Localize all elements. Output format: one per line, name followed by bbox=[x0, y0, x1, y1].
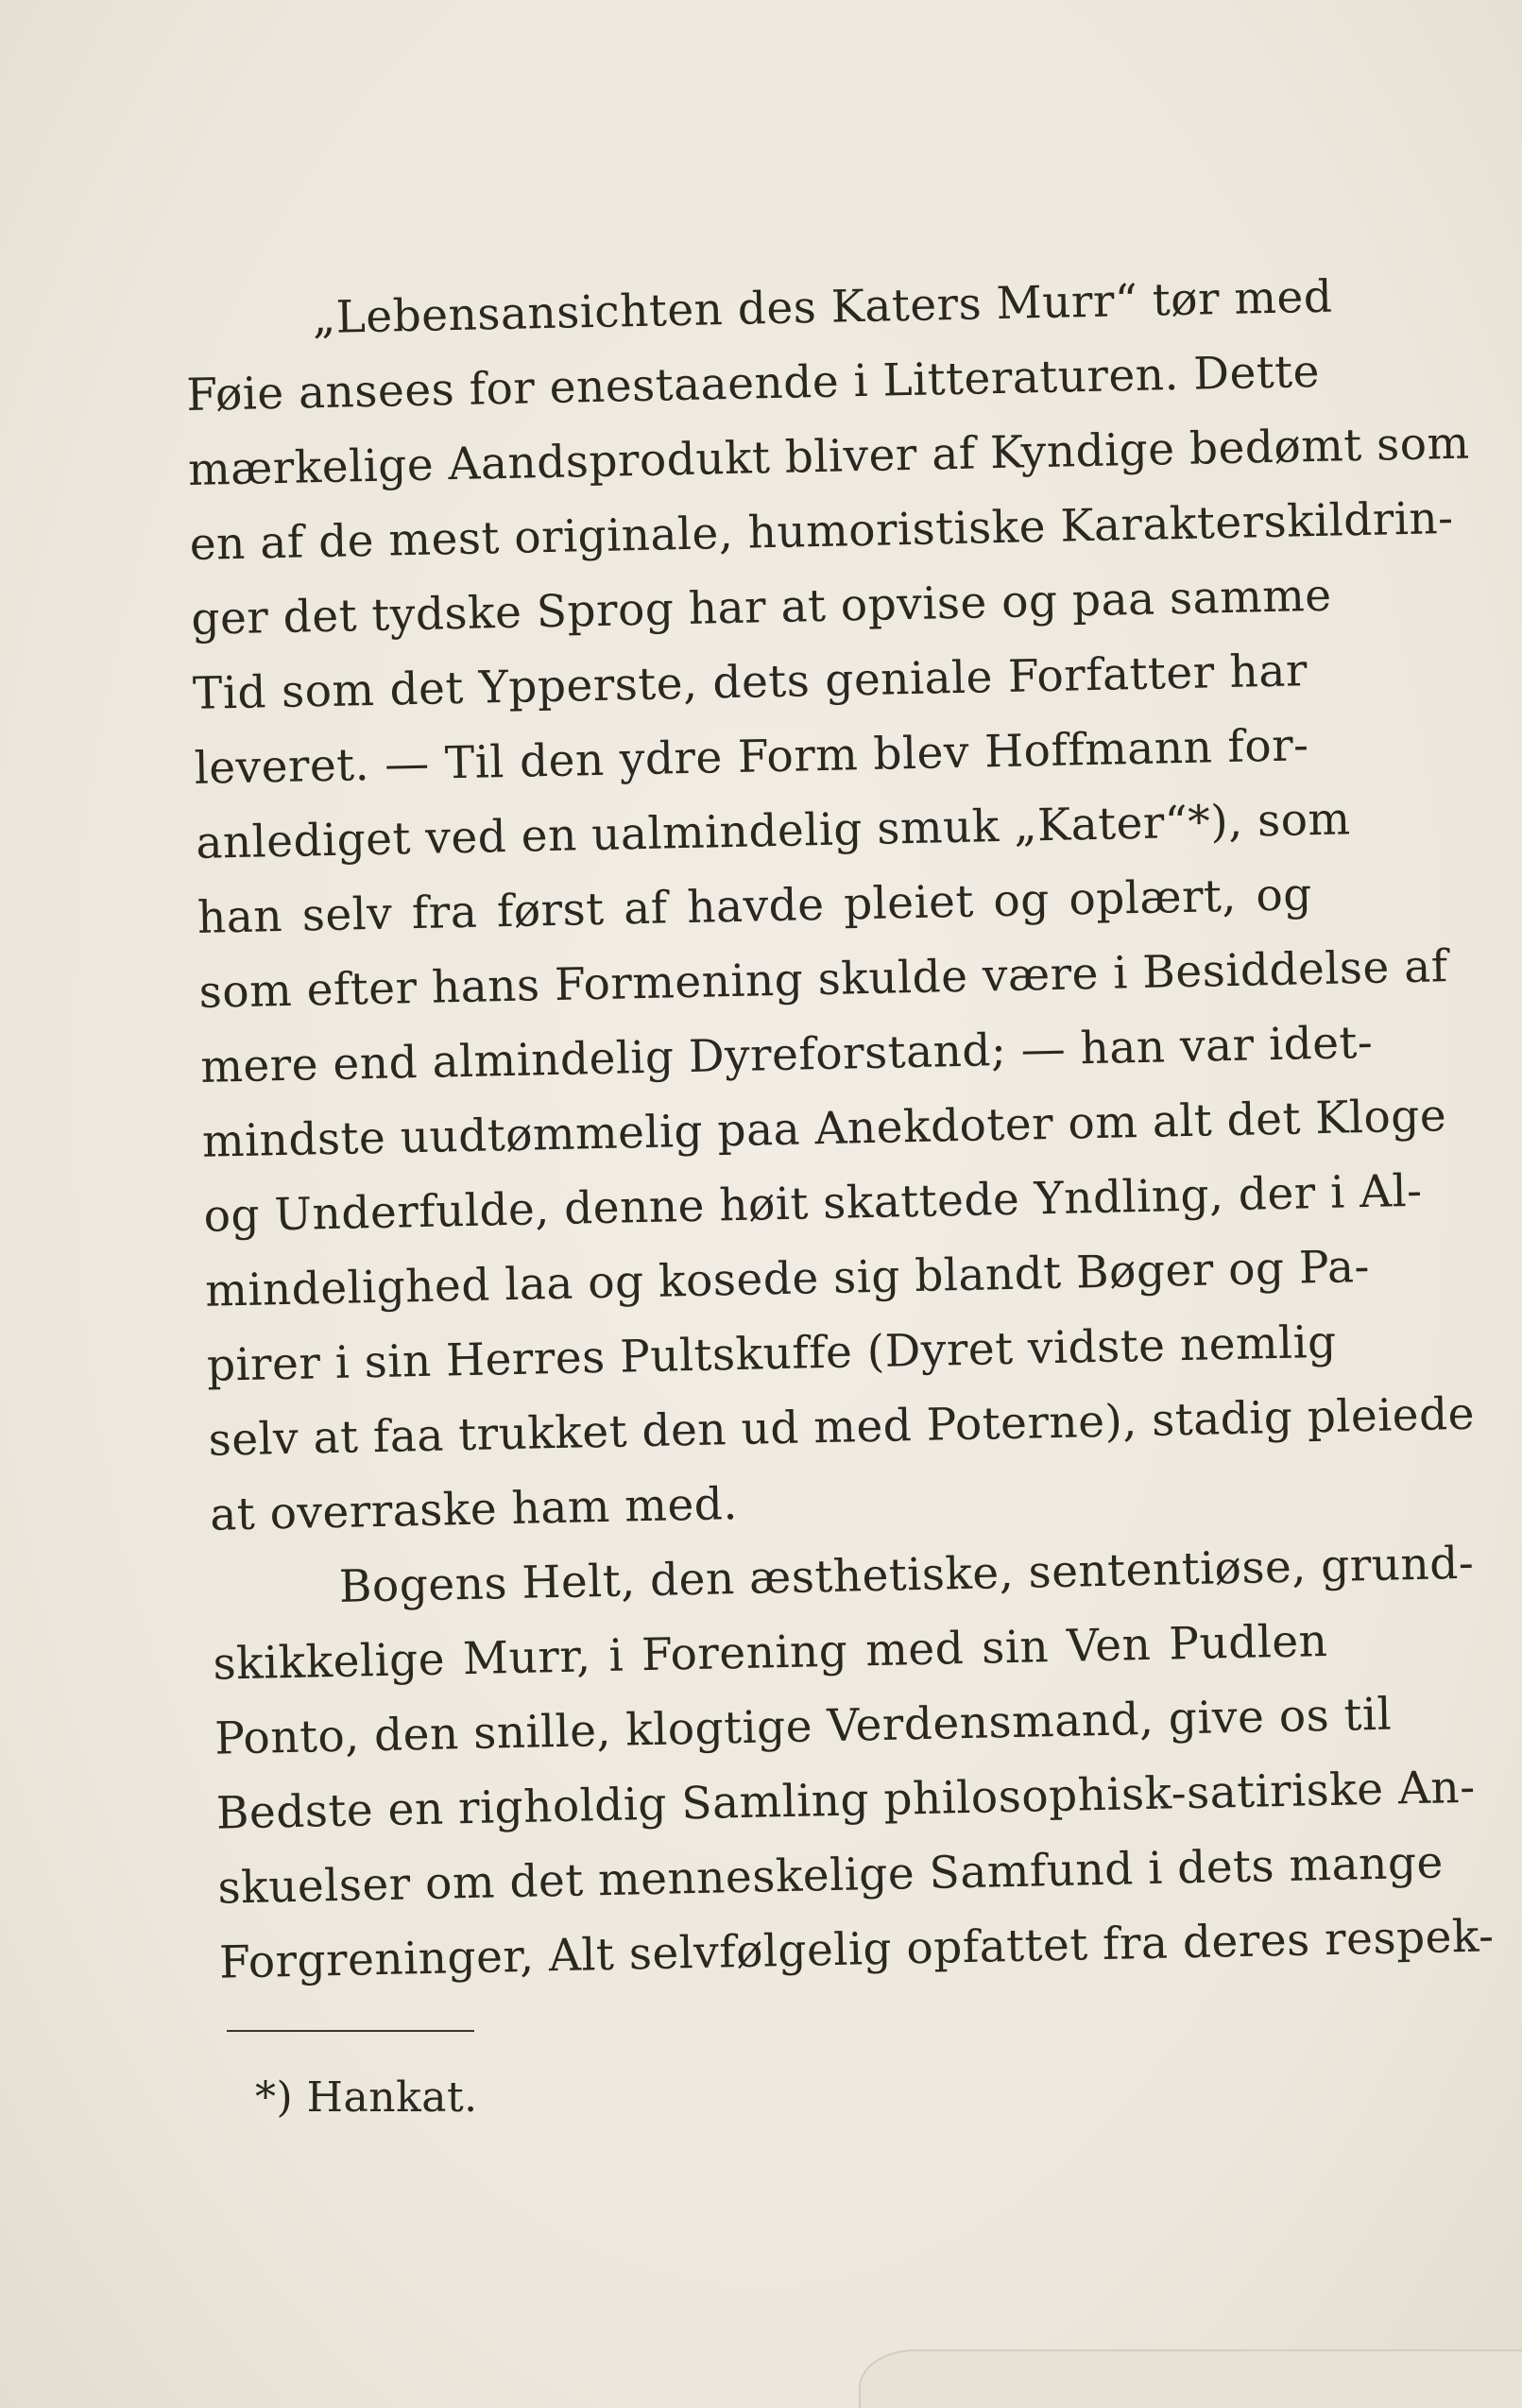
text-line: skikkelige Murr, i Forening med sin Ven Pudlen bbox=[213, 1614, 1328, 1691]
text-line: en af de mest originale, humoristiske Karakterskildrin- bbox=[189, 491, 1455, 571]
text-line: anlediget ved en ualmindelig smuk „Kater“*), som bbox=[195, 793, 1352, 869]
text-line: Forgreninger, Alt selvfølgelig opfattet fra deres respek- bbox=[218, 1910, 1495, 1989]
text-line: mindelighed laa og kosede sig blandt Bøger og Pa- bbox=[204, 1240, 1371, 1317]
text-line: mærkelige Aandsprodukt bliver af Kyndige bedømt som bbox=[187, 417, 1471, 496]
text-line: Bogens Helt, den æsthetiske, sententiøse, grund- bbox=[338, 1537, 1475, 1613]
text-line: Føie ansees for enestaaende i Litteraturen. Dette bbox=[185, 345, 1321, 421]
paragraph-2 bbox=[211, 1529, 1495, 2001]
text-line: Ponto, den snille, klogtige Verdensmand, give os til bbox=[214, 1688, 1393, 1765]
text-line: Tid som det Ypperste, dets geniale Forfatter har bbox=[192, 645, 1308, 720]
footnote: *) Hankat. bbox=[255, 2073, 478, 2122]
text-line: og Underfulde, denne høit skattede Yndling, der i Al- bbox=[203, 1164, 1424, 1243]
page-edge bbox=[859, 2349, 1522, 2408]
footnote-divider bbox=[227, 2030, 474, 2032]
text-line: som efter hans Formening skulde være i Besiddelse af bbox=[198, 940, 1449, 1019]
text-line: mere end almindelig Dyreforstand; — han var idet- bbox=[199, 1016, 1374, 1093]
text-line: skuelser om det menneskelige Samfund i dets mange bbox=[216, 1836, 1445, 1915]
text-line: selv at faa trukket den ud med Poterne), stadig pleiede bbox=[208, 1387, 1476, 1467]
text-line: „Lebensansichten des Katers Murr“ tør med bbox=[312, 270, 1333, 345]
body-text bbox=[184, 260, 1495, 2000]
text-line: han selv fra først af havde pleiet og oplært, og bbox=[197, 869, 1313, 944]
text-line: ger det tydske Sprog har at opvise og paa samme bbox=[190, 569, 1333, 645]
text-line: leveret. — Til den ydre Form blev Hoffmann for- bbox=[194, 719, 1310, 795]
text-line: pirer i sin Herres Pultskuffe (Dyret vidste nemlig bbox=[206, 1316, 1338, 1392]
text-line: at overraske ham med. bbox=[209, 1478, 739, 1541]
text-line: mindste uudtømmelig paa Anekdoter om alt det Kloge bbox=[201, 1090, 1447, 1168]
paragraph-1 bbox=[184, 260, 1476, 1552]
text-line: Bedste en righoldig Samling philosophisk-satiriske An- bbox=[215, 1761, 1477, 1840]
